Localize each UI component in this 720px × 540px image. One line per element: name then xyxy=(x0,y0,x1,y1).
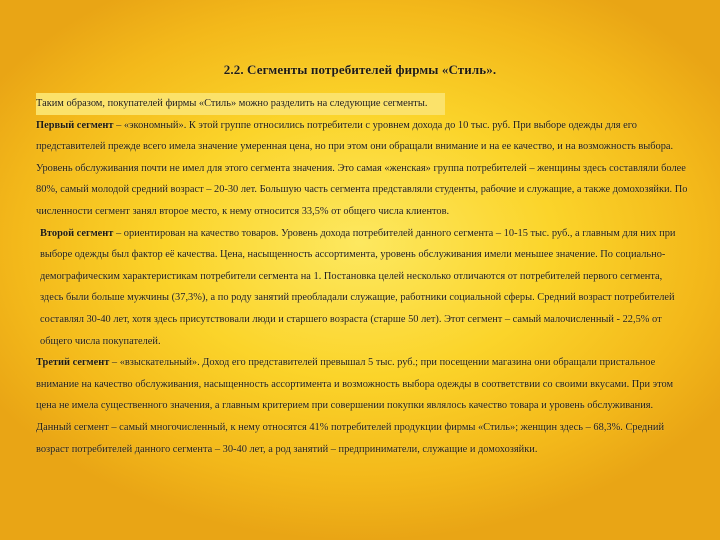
segment-3-text: – «взыскательный». Доход его представителей превышал 5 тыс. руб.; при посещении магазина они обращали пристальное внимание на качество обслуживания, насыщенность ассортимента и возможность выбора одежды в соответствии со своими вкусами. При этом цена не имела существенного значения, а главным критерием при совершении покупки являлось качество товара и уровень обслуживания. Данный сегмент – самый многочисленный, к нему относятся 41% потребителей продукции фирмы «Стиль»; женщин здесь – 68,3%. Средний возраст потребителей данного сегмента – 30-40 лет, а род занятий – предприниматели, служащие и домохозяйки. xyxy=(36,357,674,455)
segment-3-heading: Третий сегмент xyxy=(36,357,110,369)
intro-text: Таким образом, покупателей фирмы «Стиль» можно разделить на следующие сегменты. xyxy=(36,93,445,115)
segment-1-heading: Первый сегмент xyxy=(36,119,114,131)
segment-2-text: – ориентирован на качество товаров. Уровень дохода потребителей данного сегмента – 10-15 тыс. руб., а главным для них при выборе одежды был фактор её качества. Цена, насыщенность ассортимента, уровень обслуживания имели меньшее значение. По социально-демографическим характеристикам потребители сегмента на 1. Постановка целей несколько отличаются от потребителей первого сегмента, здесь были больше мужчины (37,3%), а по роду занятий преобладали служащие, работники социальной сферы. Средний возраст потребителей составлял 30-40 лет, хотя здесь присутствовали люди и старшего возраста (старше 50 лет). Этот сегмент – самый малочисленный - 22,5% от общего числа покупателей. xyxy=(40,227,676,347)
slide-body xyxy=(36,93,688,460)
segment-2-heading: Второй сегмент xyxy=(40,227,114,239)
intro-paragraph xyxy=(36,93,688,115)
segment-2-paragraph xyxy=(36,223,688,353)
segment-1-paragraph xyxy=(36,115,688,223)
segment-1-text: – «экономный». К этой группе относились потребители с уровнем дохода до 10 тыс. руб. При выборе одежды для его представителей прежде всего имела значение умеренная цена, но при этом они обращали внимание и на ее качество, и на возможность выбора. Уровень обслуживания почти не имел для этого сегмента значения. Это самая «женская» группа потребителей – женщины здесь составляли более 80%, самый молодой средний возраст – 20-30 лет. Большую часть сегмента представляли студенты, рабочие и служащие, а также домохозяйки. По численности сегмент занял второе место, к нему относится 33,5% от общего числа клиентов. xyxy=(36,119,688,217)
slide-title: 2.2. Сегменты потребителей фирмы «Стиль». xyxy=(223,62,497,77)
segment-3-paragraph xyxy=(36,352,688,460)
